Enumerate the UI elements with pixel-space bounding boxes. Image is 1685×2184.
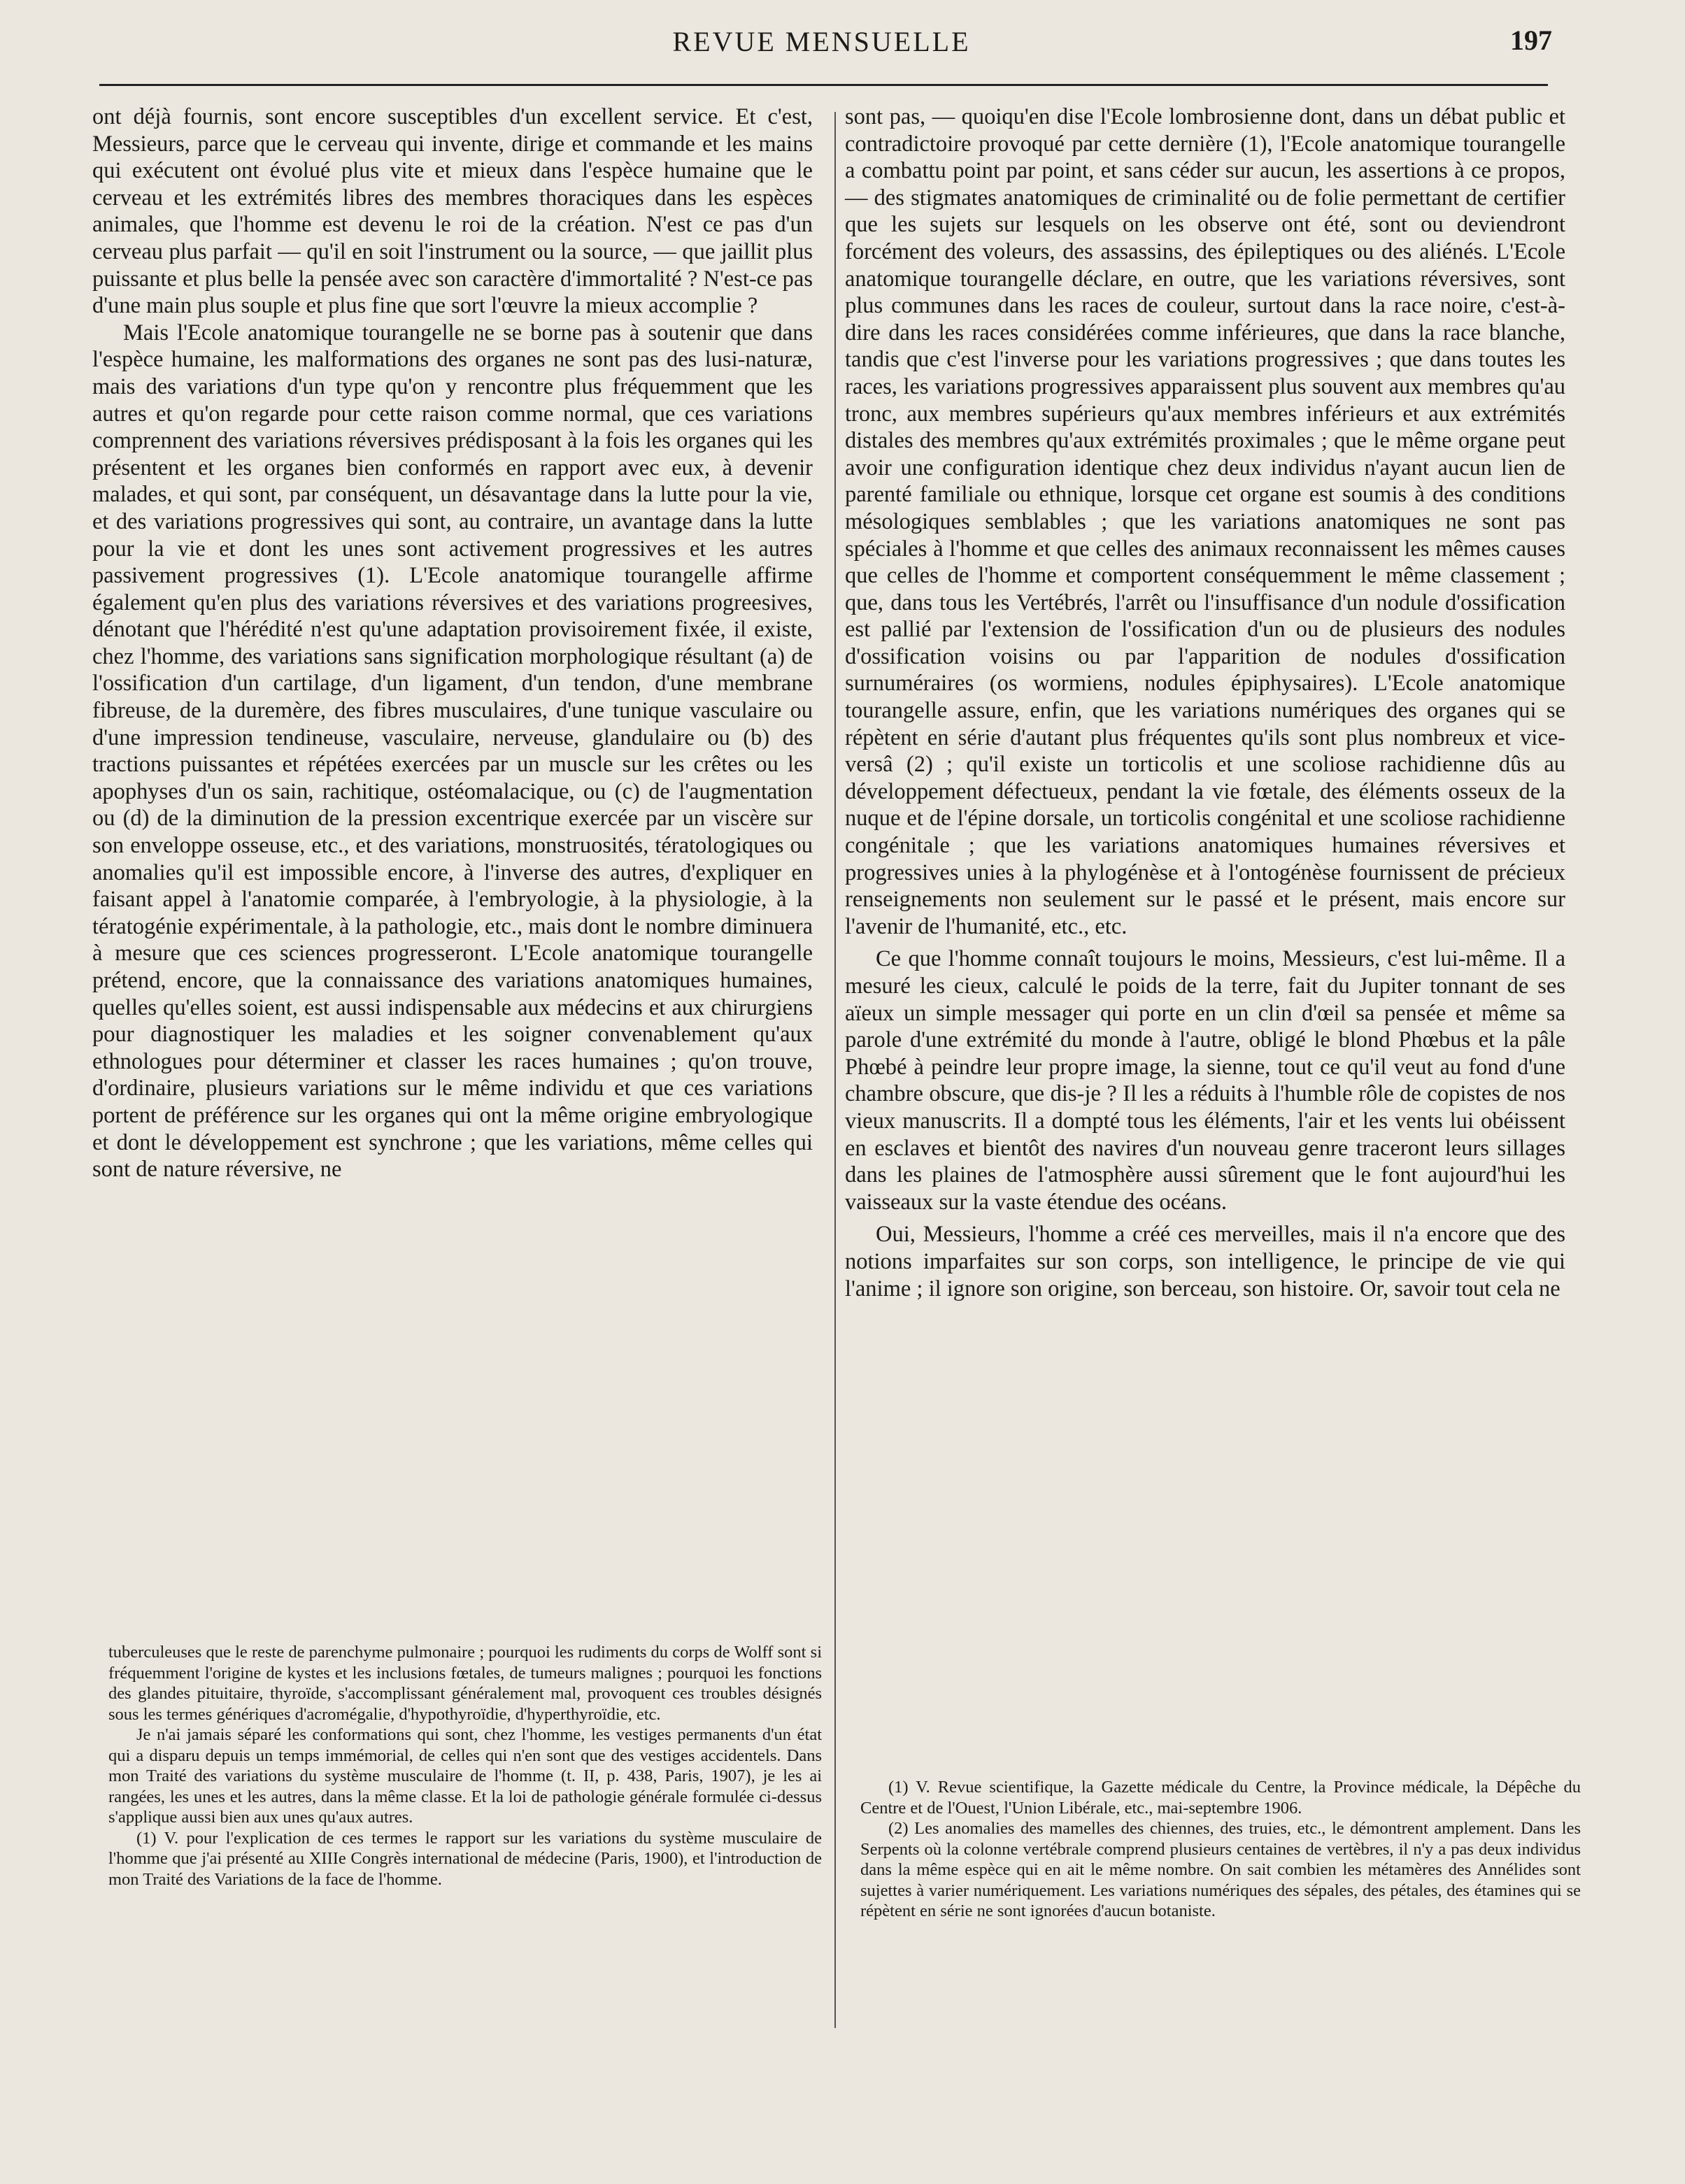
column-divider	[834, 112, 836, 2028]
left-paragraph-1: ont déjà fournis, sont encore susceptibles d'un excellent service. Et c'est, Messieurs, parce que le cerveau qui invente, dirige et commande et les mains qui exécutent ont évolué plus vite et mieux dans l'espèce humaine que le cerveau et les extrémités libres des membres thoraciques dans les espèces animales, que l'homme est devenu le roi de la création. N'est ce pas d'un cerveau plus parfait — qu'il en soit l'instrument ou la source, — que jaillit plus puissante et plus belle la pensée avec son caractère d'immortalité ? N'est-ce pas d'une main plus souple et plus fine que sort l'œuvre la mieux accomplie ?	[92, 104, 813, 319]
right-footnote-2: (2) Les anomalies des mamelles des chiennes, des truies, etc., le démontrent amplement. Dans les Serpents où la colonne vertébrale comprend plusieurs centaines de vertèbres, il n'y a pas deux individus dans la même espèce qui en ait le même nombre. On sait combien les métamères des Annélides sont sujettes à varier numériquement. Les variations numériques des sépales, des pétales, des étamines qui se répètent en série ne sont ignorées d'aucun botaniste.	[860, 1819, 1581, 1920]
header-rule	[99, 84, 1548, 86]
left-paragraph-2: Mais l'Ecole anatomique tourangelle ne se borne pas à soutenir que dans l'espèce humaine, les malformations des organes ne sont pas des lusi-naturæ, mais des variations d'un type qu'on y rencontre plus fréquemment que les autres et qu'on regarde pour cette raison comme normal, que ces variations comprennent des variations réversives prédisposant à la fois les organes qui les présentent et les organes bien conformés en rapport avec eux, à devenir malades, et qui sont, par conséquent, un désavantage dans la lutte pour la vie, et des variations progressives qui sont, au contraire, un avantage dans la lutte pour la vie et dont les unes sont activement progressives et les autres passivement progressives (1). L'Ecole anatomique tourangelle affirme également qu'en plus des variations réversives et des variations progreesives, dénotant que l'hérédité n'est qu'une adaptation provisoirement fixée, il existe, chez l'homme, des variations sans signification morphologique résultant (a) de l'ossification d'un cartilage, d'un ligament, d'un tendon, d'une membrane fibreuse, de la duremère, des fibres musculaires, d'une tunique vasculaire ou d'une impression tendineuse, vasculaire, nerveuse, glandulaire ou (b) des tractions puissantes et répétées exercées par un muscle sur les crêtes ou les apophyses d'un os sain, rachitique, ostéomalacique, ou (c) de l'augmentation ou (d) de la diminution de la pression excentrique exercée par un viscère sur son enveloppe osseuse, etc., et des variations, monstruosités, tératologiques ou anomalies qu'il est impossible encore, à l'inverse des autres, d'expliquer en faisant appel à l'anatomie comparée, à l'embryologie, à la physiologie, à la tératogénie expérimentale, à la pathologie, etc., mais dont le nombre diminuera à mesure que ces sciences progresseront. L'Ecole anatomique tourangelle prétend, encore, que la connaissance des variations anatomiques humaines, quelles qu'elles soient, est aussi indispensable aux médecins et aux chirurgiens pour diagnostiquer les maladies et les soigner convenablement qu'aux ethnologues pour déterminer et classer les races humaines ; qu'on trouve, d'ordinaire, plusieurs variations sur le même individu et que ces variations portent de préférence sur les organes qui ont la même origine embryologique et dont le développement est synchrone ; que les variations, même celles qui sont de nature réversive, ne	[92, 320, 813, 1183]
left-footnotes	[108, 1642, 822, 1890]
right-paragraph-2: Ce que l'homme connaît toujours le moins, Messieurs, c'est lui-même. Il a mesuré les cieux, calculé le poids de la terre, fait du Jupiter tonnant de ses aïeux un simple messager qui porte en un clin d'œil sa pensée et même sa parole d'une extrémité du monde à l'autre, obligé le blond Phœbus et la pâle Phœbé à peindre leur propre image, la sienne, tout ce qu'il veut au fond d'une chambre obscure, que dis-je ? Il les a réduits à l'humble rôle de copistes de nos vieux manuscrits. Il a dompté tous les éléments, l'air et les vents lui obéissent en esclaves et bientôt des navires d'un nouveau genre traceront leurs sillages dans les plaines de l'atmosphère aussi sûrement que le font aujourd'hui les vaisseaux sur la vaste étendue des océans.	[845, 946, 1565, 1215]
page-number: 197	[1510, 24, 1552, 56]
running-head	[91, 20, 1552, 83]
right-footnotes	[860, 1777, 1581, 1922]
right-footnote-1: (1) V. Revue scientifique, la Gazette médicale du Centre, la Province médicale, la Dépêche du Centre et de l'Ouest, l'Union Libérale, etc., mai-septembre 1906.	[860, 1778, 1581, 1818]
right-paragraph-3: Oui, Messieurs, l'homme a créé ces merveilles, mais il n'a encore que des notions imparfaites sur son corps, son intelligence, le principe de vie qui l'anime ; il ignore son origine, son berceau, son histoire. Or, savoir tout cela ne	[845, 1222, 1565, 1301]
left-footnote-1: (1) V. pour l'explication de ces termes le rapport sur les variations du système musculaire de l'homme que j'ai présenté au XIIIe Congrès international de médecine (Paris, 1900), et l'introduction de mon Traité des Variations de la face de l'homme.	[108, 1828, 822, 1889]
journal-title: REVUE MENSUELLE	[672, 26, 971, 57]
left-column	[92, 104, 813, 1183]
left-footnote-continuation: tuberculeuses que le reste de parenchyme pulmonaire ; pourquoi les rudiments du corps de Wolff sont si fréquemment l'origine de kystes et les inclusions fœtales, de tumeurs malignes ; pourquoi les fonctions des glandes pituitaire, thyroïde, s'accomplissant généralement mal, provoquent ces troubles désignés sous les termes génériques d'acromégalie, d'hypothyroïdie, d'hyperthyroïdie, etc.	[108, 1643, 822, 1724]
right-paragraph-1: sont pas, — quoiqu'en dise l'Ecole lombrosienne dont, dans un débat public et contradictoire provoqué par cette dernière (1), l'Ecole anatomique tourangelle a combattu point par point, et sans céder sur aucun, les assertions à ce propos, — des stigmates anatomiques de criminalité ou de folie permettant de certifier que les sujets sur lesquels on les observe ont été, sont ou deviendront forcément des voleurs, des assassins, des épileptiques ou des aliénés. L'Ecole anatomique tourangelle déclare, en outre, que les variations réversives, sont plus communes dans les races de couleur, surtout dans la race noire, c'est-à-dire dans les races considérées comme inférieures, que dans la race blanche, tandis que c'est l'inverse pour les variations progressives ; que dans toutes les races, les variations progressives apparaissent plus souvent aux membres qu'au tronc, aux membres supérieurs qu'aux membres inférieurs et aux extrémités distales des membres qu'aux extrémités proximales ; que le même organe peut avoir une configuration identique chez deux individus n'ayant aucun lien de parenté familiale ou ethnique, lorsque cet organe est soumis à des conditions mésologiques semblables ; que les variations anatomiques ne sont pas spéciales à l'homme et que celles des animaux reconnaissent les mêmes causes que celles de l'homme et comportent conséquemment le même classement ; que, dans tous les Vertébrés, l'arrêt ou l'insuffisance d'un nodule d'ossification est pallié par l'extension de l'ossification d'un ou de plusieurs des nodules d'ossification voisins ou par l'apparition de nodules d'ossification surnuméraires (os wormiens, nodules épiphysaires). L'Ecole anatomique tourangelle assure, enfin, que les variations numériques des organes qui se répètent en série d'autant plus fréquentes qu'ils sont plus nombreux et vice-versâ (2) ; qu'il existe un torticolis et une scoliose rachidienne dûs au développement défectueux, pendant la vie fœtale, des éléments osseux de la nuque et de l'épine dorsale, un torticolis congénital et une scoliose rachidienne congénitale ; que les variations anatomiques humaines réversives et progressives unies à la phylogénèse et à l'ontogénèse fournissent de précieux renseignements non seulement sur le passé et le présent, mais encore sur l'avenir de l'humanité, etc., etc.	[845, 104, 1565, 939]
right-column	[845, 104, 1565, 1302]
left-footnote-note: Je n'ai jamais séparé les conformations qui sont, chez l'homme, les vestiges permanents d'un état qui a disparu depuis un temps immémorial, de celles qui n'en sont que des vestiges accidentels. Dans mon Traité des variations du système musculaire de l'homme (t. II, p. 438, Paris, 1907), je les ai rangées, les unes et les autres, dans la même classe. Et la loi de pathologie générale formulée ci-dessus s'applique aussi bien aux unes qu'aux autres.	[108, 1725, 822, 1827]
